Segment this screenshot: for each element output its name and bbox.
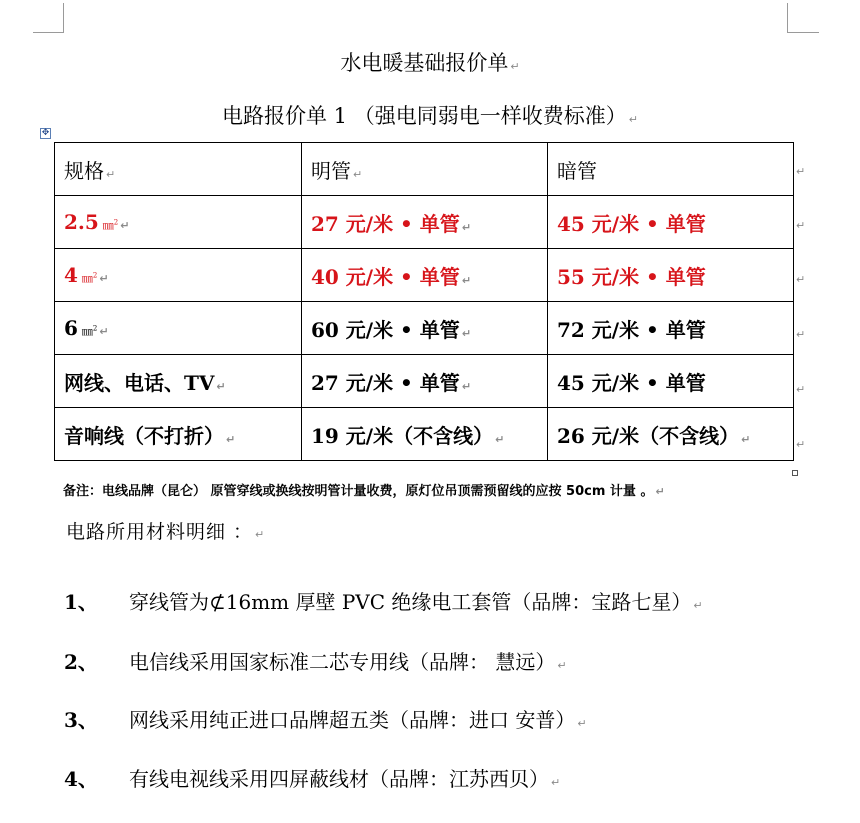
row-end-mark: ↵ <box>796 273 806 286</box>
table-row <box>55 355 794 408</box>
cell-concealed-price[interactable]: 26 元/米（不含线） ↵ <box>548 408 794 461</box>
list-item[interactable] <box>64 704 587 733</box>
table-header-row <box>55 143 794 196</box>
table-row <box>55 408 794 461</box>
list-item[interactable] <box>64 646 567 675</box>
cell-concealed-price[interactable]: 45 元/米 • 单管 <box>548 355 794 408</box>
row-end-mark: ↵ <box>796 328 806 341</box>
row-end-mark: ↵ <box>796 165 806 178</box>
row-end-mark: ↵ <box>796 438 806 451</box>
crop-mark-top-left-h <box>33 32 64 33</box>
paragraph-mark: ↵ <box>655 485 665 498</box>
cell-concealed-price[interactable]: 55 元/米 • 单管 <box>548 249 794 302</box>
list-item[interactable] <box>64 763 560 792</box>
list-item-text: 有线电视线采用四屏蔽线材（品牌：江苏西贝） <box>129 767 549 791</box>
cell-exposed-price[interactable]: 27 元/米 • 单管 ↵ <box>302 196 548 249</box>
row-end-mark: ↵ <box>796 383 806 396</box>
cell-exposed-price[interactable]: 60 元/米 • 单管 ↵ <box>302 302 548 355</box>
header-cell-spec[interactable]: 规格 ↵ <box>55 143 302 196</box>
list-item-text: 穿线管为⊄16mm 厚壁 PVC 绝缘电工套管（品牌：宝路七星） <box>129 590 692 614</box>
paragraph-mark: ↵ <box>510 60 520 73</box>
table-heading-text: 电路报价单 1 （强电同弱电一样收费标准） <box>222 104 627 128</box>
header-cell-concealed[interactable]: 暗管 <box>548 143 794 196</box>
list-item-number: 1、 <box>64 590 98 614</box>
header-cell-exposed[interactable]: 明管 ↵ <box>302 143 548 196</box>
paragraph-mark: ↵ <box>551 776 561 789</box>
document-title-text: 水电暖基础报价单 <box>340 51 509 75</box>
paragraph-mark: ↵ <box>255 528 266 541</box>
cell-spec[interactable]: 6 ㎜$^2$ ↵ <box>55 302 302 355</box>
cell-spec[interactable]: 2.5 ㎜$^2$ ↵ <box>55 196 302 249</box>
cell-spec[interactable]: 音响线（不打折） ↵ <box>55 408 302 461</box>
document-title[interactable] <box>0 47 860 77</box>
list-item-number: 3、 <box>64 708 98 732</box>
table-row <box>55 196 794 249</box>
materials-heading[interactable] <box>66 517 265 544</box>
cell-spec[interactable]: 网线、电话、TV ↵ <box>55 355 302 408</box>
crop-mark-top-right-v <box>787 3 788 32</box>
cell-concealed-price[interactable]: 72 元/米 • 单管 <box>548 302 794 355</box>
crop-mark-top-left-v <box>63 3 64 32</box>
list-item-number: 4、 <box>64 767 98 791</box>
table-row <box>55 249 794 302</box>
list-item-number: 2、 <box>64 650 98 674</box>
table-note[interactable] <box>63 480 665 499</box>
cell-concealed-price[interactable]: 45 元/米 • 单管 <box>548 196 794 249</box>
materials-heading-text: 电路所用材料明细 ： <box>66 521 254 543</box>
paragraph-mark: ↵ <box>628 113 638 126</box>
paragraph-mark: ↵ <box>577 717 587 730</box>
table-heading[interactable] <box>222 100 638 130</box>
list-item-text: 网线采用纯正进口品牌超五类（品牌：进口 安普） <box>129 708 576 732</box>
cell-exposed-price[interactable]: 27 元/米 • 单管 ↵ <box>302 355 548 408</box>
list-item-text: 电信线采用国家标准二芯专用线（品牌： 慧远） <box>129 650 556 674</box>
paragraph-mark: ↵ <box>557 659 567 672</box>
cell-exposed-price[interactable]: 19 元/米（不含线） ↵ <box>302 408 548 461</box>
paragraph-mark: ↵ <box>693 599 703 612</box>
list-item[interactable] <box>64 586 703 615</box>
cell-spec[interactable]: 4 ㎜$^2$ ↵ <box>55 249 302 302</box>
cell-exposed-price[interactable]: 40 元/米 • 单管 ↵ <box>302 249 548 302</box>
table-resize-handle[interactable] <box>792 470 798 476</box>
crop-mark-top-right-h <box>787 32 819 33</box>
price-table[interactable] <box>54 142 794 461</box>
table-move-handle-icon[interactable]: ✥ <box>41 128 50 138</box>
row-end-mark: ↵ <box>796 219 806 232</box>
note-text: 备注：电线品牌（昆仑） 原管穿线或换线按明管计量收费，原灯位吊顶需预留线的应按 50cm 计量 。 <box>63 484 654 499</box>
table-row <box>55 302 794 355</box>
